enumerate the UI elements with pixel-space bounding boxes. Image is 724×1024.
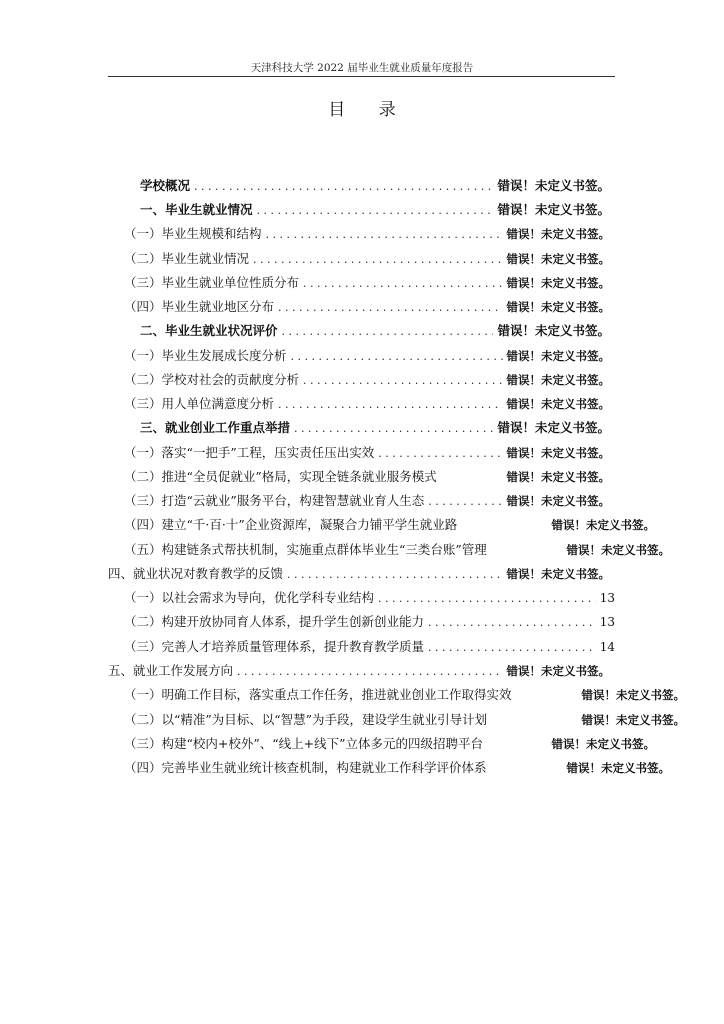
toc-entry-title: 一、毕业生就业情况 [140, 202, 253, 217]
toc-entry[interactable] [108, 661, 610, 681]
toc-leader-dots [278, 298, 502, 318]
toc-entry[interactable] [124, 491, 610, 511]
toc-page-reference: 错误！未定义书签。 [497, 323, 610, 338]
toc-entry-title: 二、毕业生就业状况评价 [140, 323, 278, 338]
toc-entry[interactable] [140, 176, 610, 196]
toc-entry-title: 学校概况 [140, 178, 191, 193]
toc-entry[interactable] [124, 467, 610, 487]
toc-entry[interactable] [124, 249, 610, 269]
toc-page-reference: 错误！未定义书签。 [497, 420, 610, 435]
toc-entry[interactable] [124, 346, 610, 366]
toc-leader-dots [291, 347, 503, 367]
toc-leader-dots [282, 322, 494, 342]
toc-entry[interactable] [124, 297, 610, 317]
toc-entry-title: （二）学校对社会的贡献度分析 [124, 372, 300, 387]
toc-leader-dots [257, 201, 494, 221]
toc-entry[interactable] [124, 394, 610, 414]
toc-leader-dots [287, 565, 502, 585]
toc-page-reference: 错误！未定义书签。 [506, 276, 610, 290]
toc-entry-title: （二）构建开放协同育人体系，提升学生创新创业能力 [124, 614, 425, 629]
toc-entry-title: （一）落实“一把手”工程，压实责任压出实效 [124, 445, 375, 460]
toc-page-reference: 13 [599, 591, 615, 605]
toc-leader-dots [378, 444, 502, 464]
toc-page-reference: 错误！未定义书签。 [506, 252, 610, 266]
toc-leader-dots [428, 613, 596, 633]
toc-entry-title: （四）完善毕业生就业统计核查机制，构建就业工作科学评价体系 [124, 760, 487, 775]
toc-entry-title: （一）以社会需求为导向，优化学科专业结构 [124, 590, 375, 605]
toc-page-reference: 错误！未定义书签。 [506, 664, 610, 678]
header-divider [108, 76, 615, 77]
toc-leader-dots [303, 274, 502, 294]
toc-leader-dots [378, 589, 596, 609]
toc-entry[interactable] [124, 540, 670, 560]
toc-page-reference: 错误！未定义书签。 [497, 202, 610, 217]
toc-entry[interactable] [124, 515, 655, 535]
toc-entry-title: （二）毕业生就业情况 [124, 251, 250, 266]
toc-page-reference: 错误！未定义书签。 [551, 518, 655, 532]
toc-entry[interactable] [108, 564, 610, 584]
toc-page-reference: 错误！未定义书签。 [506, 494, 610, 508]
toc-entry-title: （四）毕业生就业地区分布 [124, 299, 275, 314]
toc-entry-title: 三、就业创业工作重点举措 [140, 420, 291, 435]
toc-entry[interactable] [124, 370, 610, 390]
toc-entry-title: （五）构建链条式帮扶机制，实施重点群体毕业生“三类台账”管理 [124, 542, 487, 557]
toc-entry-title: 四、就业状况对教育教学的反馈 [108, 566, 284, 581]
toc-page-reference: 错误！未定义书签。 [506, 397, 610, 411]
toc-page-reference: 错误！未定义书签。 [566, 761, 670, 775]
toc-entry-title: （二）以“精准”为目标、以“智慧”为手段，建设学生就业引导计划 [124, 712, 488, 727]
toc-leader-dots [194, 177, 493, 197]
toc-leader-dots [303, 371, 502, 391]
toc-entry-title: （三）毕业生就业单位性质分布 [124, 275, 300, 290]
toc-entry[interactable] [124, 637, 615, 657]
toc-page-reference: 错误！未定义书签。 [497, 178, 610, 193]
toc-entry[interactable] [140, 200, 610, 220]
toc-page-reference: 错误！未定义书签。 [506, 300, 610, 314]
toc-entry-title: （一）毕业生规模和结构 [124, 226, 262, 241]
toc-page-reference: 错误！未定义书签。 [566, 543, 670, 557]
toc-entry[interactable] [124, 612, 615, 632]
toc-page-reference: 错误！未定义书签。 [506, 470, 610, 484]
toc-heading: 目 录 [328, 100, 410, 120]
toc-page-reference: 错误！未定义书签。 [506, 373, 610, 387]
toc-page-reference: 13 [599, 615, 615, 629]
toc-entry-title: （一）明确工作目标，落实重点工作任务，推进就业创业工作取得实效 [124, 687, 512, 702]
toc-entry[interactable] [124, 758, 670, 778]
toc-page-reference: 14 [599, 640, 615, 654]
toc-page-reference: 错误！未定义书签。 [581, 713, 685, 727]
toc-entry[interactable] [124, 734, 655, 754]
toc-entry[interactable] [124, 224, 610, 244]
toc-entry[interactable] [124, 273, 610, 293]
toc-entry-title: （一）毕业生发展成长度分析 [124, 348, 287, 363]
toc-page-reference: 错误！未定义书签。 [551, 737, 655, 751]
toc-entry-title: （二）推进“全员促就业”格局，实现全链条就业服务模式 [124, 469, 437, 484]
toc-page-reference: 错误！未定义书签。 [506, 227, 610, 241]
toc-entry[interactable] [140, 321, 610, 341]
toc-entry-title: 五、就业工作发展方向 [108, 663, 234, 678]
toc-entry[interactable] [140, 418, 610, 438]
toc-page-reference: 错误！未定义书签。 [506, 349, 610, 363]
toc-leader-dots [278, 395, 502, 415]
toc-entry-title: （四）建立“千·百·十”企业资源库，凝聚合力铺平学生就业路 [124, 517, 458, 532]
toc-entry-title: （三）构建“校内+校外”、“线上+线下”立体多元的四级招聘平台 [124, 736, 484, 751]
toc-leader-dots [294, 419, 493, 439]
toc-entry-title: （三）用人单位满意度分析 [124, 396, 275, 411]
toc-leader-dots [428, 492, 502, 512]
toc-entry-title: （三）打造“云就业”服务平台，构建智慧就业育人生态 [124, 493, 425, 508]
toc-leader-dots [237, 662, 502, 682]
toc-page-reference: 错误！未定义书签。 [581, 688, 685, 702]
toc-entry[interactable] [124, 685, 685, 705]
toc-page-reference: 错误！未定义书签。 [506, 446, 610, 460]
toc-page-reference: 错误！未定义书签。 [506, 567, 610, 581]
toc-leader-dots [266, 225, 503, 245]
running-header: 天津科技大学 2022 届毕业生就业质量年度报告 [250, 62, 474, 74]
toc-entry[interactable] [124, 588, 615, 608]
toc-leader-dots [253, 250, 502, 270]
toc-leader-dots [428, 638, 596, 658]
toc-entry[interactable] [124, 443, 610, 463]
toc-entry-title: （三）完善人才培养质量管理体系，提升教育教学质量 [124, 639, 425, 654]
toc-entry[interactable] [124, 710, 685, 730]
